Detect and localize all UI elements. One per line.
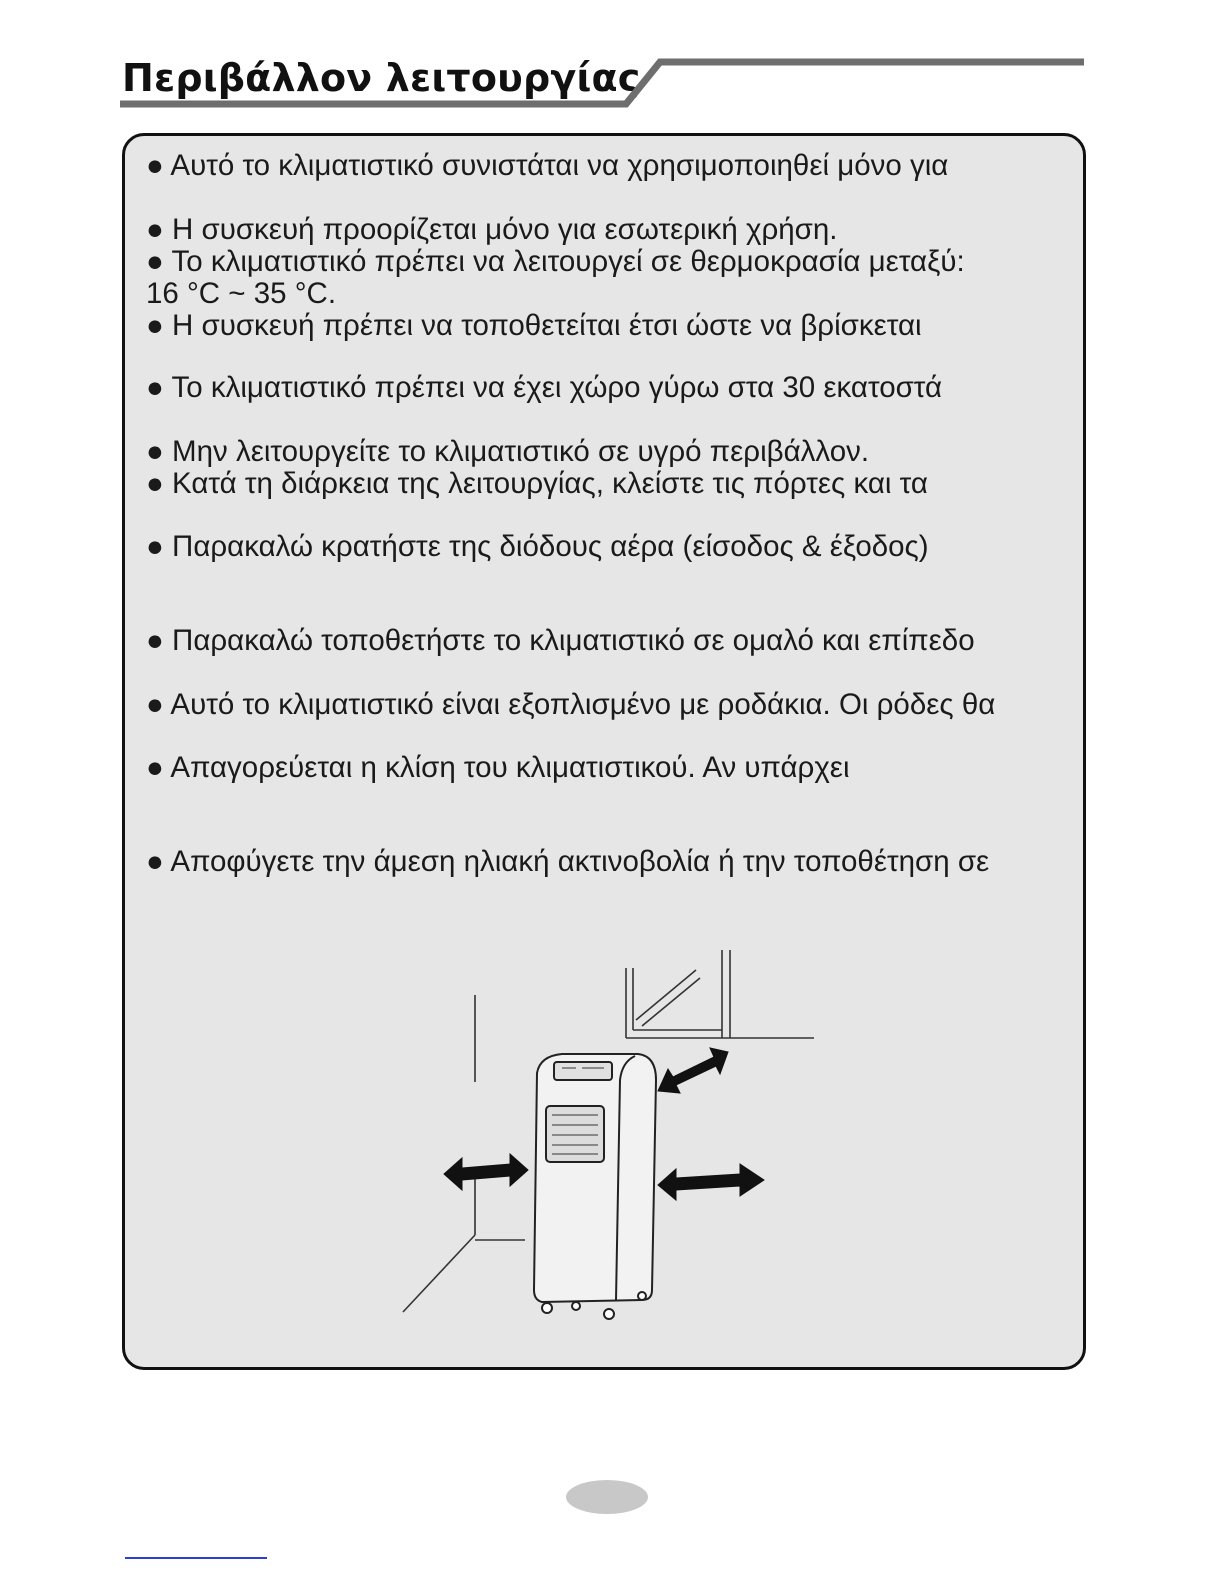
bullet-line: ● Αυτό το κλιματιστικό συνιστάται να χρησιμοποιηθεί μόνο για xyxy=(146,149,949,182)
air-conditioner-icon xyxy=(534,1054,656,1302)
bullet-line: ● Το κλιματιστικό πρέπει να λειτουργεί σε θερμοκρασία μεταξύ: xyxy=(146,245,965,278)
bullet-line: ● Αυτό το κλιματιστικό είναι εξοπλισμένο με ροδάκια. Οι ρόδες θα xyxy=(146,688,996,721)
page-number-oval xyxy=(566,1480,648,1514)
window-frame xyxy=(636,970,696,1020)
bullet-line: ● Η συσκευή προορίζεται μόνο για εσωτερική χρήση. xyxy=(146,213,838,246)
double-arrow-icon xyxy=(444,1154,528,1190)
bullet-line: ● Αποφύγετε την άμεση ηλιακή ακτινοβολία ή την τοποθέτηση σε xyxy=(146,845,990,878)
page-title: Περιβάλλον λειτουργίας xyxy=(122,56,641,100)
double-arrow-icon xyxy=(658,1164,764,1200)
floor-line xyxy=(403,1235,475,1312)
footer-rule xyxy=(125,1557,267,1559)
bullet-line: ● Παρακαλώ τοποθετήστε το κλιματιστικό σε ομαλό και επίπεδο xyxy=(146,624,975,657)
bullet-line: ● Παρακαλώ κρατήστε της διόδους αέρα (είσοδος & έξοδος) xyxy=(146,530,929,563)
bullet-line: ● Το κλιματιστικό πρέπει να έχει χώρο γύρω στα 30 εκατοστά xyxy=(146,371,943,404)
bullet-line: ● Μην λειτουργείτε το κλιματιστικό σε υγρό περιβάλλον. xyxy=(146,435,870,468)
header-rule xyxy=(0,0,1224,120)
double-arrow-icon xyxy=(658,1048,728,1093)
bullet-line: ● Απαγορεύεται η κλίση του κλιματιστικού. Αν υπάρχει xyxy=(146,751,850,784)
text-line: 16 °C ~ 35 °C. xyxy=(146,277,337,310)
window-frame xyxy=(642,978,700,1026)
air-conditioner-clearance-illustration xyxy=(390,940,830,1340)
bullet-line: ● Η συσκευή πρέπει να τοποθετείται έτσι ώστε να βρίσκεται xyxy=(146,309,922,342)
bullet-line: ● Κατά τη διάρκεια της λειτουργίας, κλείστε τις πόρτες και τα xyxy=(146,467,928,500)
